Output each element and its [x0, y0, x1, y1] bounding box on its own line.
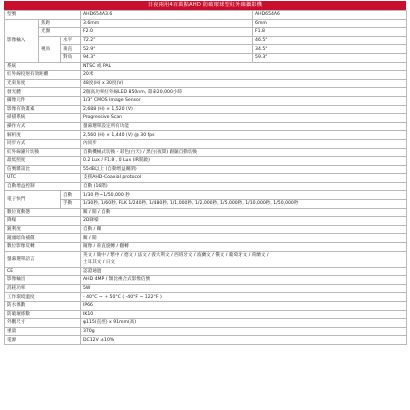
spec-row-angle-v: [5, 45, 407, 54]
spec-label: 消耗功率: [5, 284, 81, 293]
spec-label: 螢幕選單語言: [5, 251, 81, 267]
model-a: AHD654A3.6: [81, 11, 253, 20]
spec-value: F2.0: [81, 28, 253, 37]
spec-label: 最低照度: [5, 157, 81, 166]
spec-label: 紅外線投射有效距離: [5, 71, 81, 80]
spec-value: 認證通過: [81, 267, 407, 276]
spec-row: [5, 62, 407, 71]
spec-value: 20米: [81, 71, 407, 80]
spec-row: [5, 88, 407, 97]
spec-value: 自動機械式切換 - 彩色(白天) / 黑白(夜間) 跟隨自動切換: [81, 148, 407, 157]
spec-row: [5, 293, 407, 302]
spec-row-angle-h: [5, 36, 407, 45]
spec-row: [5, 157, 407, 166]
spec-banner-title: 日夜兩用4百萬點AHD 防破壞球型紅外線攝影機: [4, 1, 406, 10]
spec-label: 信號雜訊比: [5, 165, 81, 174]
spec-row-osd: [5, 251, 407, 267]
spec-value: 1/30秒, 1/60秒, FLK 1/240秒, 1/480秒, 1/1,000秒, 1/2,000秒, 1/5,000秒, 1/10,000秒, 1/50,000秒: [81, 200, 407, 209]
spec-row: [5, 79, 407, 88]
spec-label: 重量: [5, 327, 81, 336]
spec-value: 52.9°: [81, 45, 253, 54]
spec-value: 螢幕選單設定所有功能: [81, 122, 407, 131]
spec-value-osd: [81, 251, 407, 267]
spec-label: 防破壞係數: [5, 310, 81, 319]
spec-value: AHD 4MP / 類比複合式影像信號: [81, 276, 407, 285]
spec-row-shutter-auto: [5, 191, 407, 200]
spec-value: 2,560 (H) × 1,440 (V) @ 30 fps: [81, 131, 407, 140]
spec-row-shutter-manual: [5, 200, 407, 209]
spec-label: 焦距: [39, 19, 81, 28]
spec-value: 2,688 (H) × 1,520 (V): [81, 105, 407, 114]
spec-row: [5, 276, 407, 285]
spec-label: 數位影像反轉: [5, 243, 81, 252]
spec-row: [5, 310, 407, 319]
spec-label: 操作方式: [5, 122, 81, 131]
spec-value: IK10: [81, 310, 407, 319]
spec-value: 5W: [81, 284, 407, 293]
spec-label: 型號: [5, 11, 81, 20]
spec-value: 55dB以上 (自動增益關閉): [81, 165, 407, 174]
spec-row: [5, 131, 407, 140]
spec-label: 鏡頭暗角補償: [5, 234, 81, 243]
spec-value: 內同步: [81, 139, 407, 148]
spec-label: 解析度: [5, 131, 81, 140]
spec-row: [5, 174, 407, 183]
spec-sublabel: 自動: [61, 191, 81, 200]
spec-value: 鏡像 / 垂直旋轉 / 翻轉: [81, 243, 407, 252]
spec-row: [5, 319, 407, 328]
spec-label: 電源: [5, 336, 81, 345]
spec-label: 影像有效畫素: [5, 105, 81, 114]
spec-label: 銳利度: [5, 225, 81, 234]
osd-line-2: 土耳其文 / 日文: [83, 260, 116, 266]
spec-value: DC12V ±10%: [81, 336, 407, 345]
spec-label: 降噪: [5, 217, 81, 226]
spec-label: 工作環境溫度: [5, 293, 81, 302]
spec-row: [5, 105, 407, 114]
spec-row: [5, 327, 407, 336]
spec-value: 關 / 開: [81, 234, 407, 243]
spec-label: 光圈: [39, 28, 81, 37]
spec-row: [5, 225, 407, 234]
spec-row: [5, 243, 407, 252]
spec-value: 6mm: [253, 19, 407, 28]
spec-sublabel: 手動: [61, 200, 81, 209]
spec-sublabel: 對角: [61, 53, 81, 62]
spec-value: 2個高功率紅外線LED 850nm, 壽命20,000小時: [81, 88, 407, 97]
lens-group-label: 影像輸入: [5, 19, 39, 62]
osd-line-1: 英文 / 簡中 / 繁中 / 德文 / 法文 / 義大利文 / 西班牙文 / 波蘭文 / 俄文 / 葡萄牙文 / 荷蘭文 /: [83, 252, 269, 258]
spec-value: Progressive Scan: [81, 114, 407, 123]
spec-row-angle-d: [5, 53, 407, 62]
angle-label: 視角: [39, 36, 61, 62]
spec-label: 同步方式: [5, 139, 81, 148]
spec-value: 自動 (16階): [81, 182, 407, 191]
spec-value: 支援AHD-Coaxial protocol: [81, 174, 407, 183]
spec-value: 48度(H) x 30度(V): [81, 79, 407, 88]
spec-label: 紅外線濾片切換: [5, 148, 81, 157]
spec-row: [5, 217, 407, 226]
model-b: AHD654A6: [253, 11, 407, 20]
spec-value: 2D降噪: [81, 217, 407, 226]
spec-label: 掃描系統: [5, 114, 81, 123]
spec-value: 370g: [81, 327, 407, 336]
spec-value: φ115(直徑) x 91mm(高): [81, 319, 407, 328]
spec-row: [5, 122, 407, 131]
spec-value: IP66: [81, 302, 407, 311]
spec-value: 1/3" CMOS Image Sensor: [81, 96, 407, 105]
spec-label: 攝像元件: [5, 96, 81, 105]
spec-row: [5, 71, 407, 80]
shutter-group-label: 電子快門: [5, 191, 61, 208]
spec-row: [5, 336, 407, 345]
spec-sublabel: 垂直: [61, 45, 81, 54]
spec-value: 72.2°: [81, 36, 253, 45]
spec-label: 影像輸出: [5, 276, 81, 285]
spec-row: [5, 302, 407, 311]
spec-label: 系統: [5, 62, 81, 71]
spec-label: 光束角度: [5, 79, 81, 88]
spec-table: [4, 10, 407, 345]
spec-sublabel: 水平: [61, 36, 81, 45]
spec-row-focal: [5, 19, 407, 28]
spec-row: [5, 234, 407, 243]
spec-row: [5, 182, 407, 191]
spec-row-model: [5, 11, 407, 20]
spec-value: - 40°C ~ + 50°C ( -40°F ~ 122°F ): [81, 293, 407, 302]
spec-value: 自動 / 關: [81, 225, 407, 234]
spec-label: 發光體: [5, 88, 81, 97]
spec-value: F1.8: [253, 28, 407, 37]
spec-value: 1/30 秒~1/50,000 秒: [81, 191, 407, 200]
spec-label: 防水係數: [5, 302, 81, 311]
spec-value: 59.3°: [253, 53, 407, 62]
spec-label: 數位寬動態: [5, 208, 81, 217]
spec-value: 34.5°: [253, 45, 407, 54]
spec-value: 關 / 開 / 自動: [81, 208, 407, 217]
spec-row: [5, 114, 407, 123]
spec-value: 46.5°: [253, 36, 407, 45]
spec-label: 外觀尺寸: [5, 319, 81, 328]
spec-row-aperture: [5, 28, 407, 37]
spec-value: 3.6mm: [81, 19, 253, 28]
spec-label: CE: [5, 267, 81, 276]
spec-value: NTSC 或 PAL: [81, 62, 407, 71]
spec-label: 自動增益控制: [5, 182, 81, 191]
spec-label: UTC: [5, 174, 81, 183]
spec-value: 0.2 Lux / F1.8 , 0 Lux (IR開啟): [81, 157, 407, 166]
spec-row: [5, 284, 407, 293]
spec-row: [5, 208, 407, 217]
spec-row: [5, 148, 407, 157]
spec-value: 94.3°: [81, 53, 253, 62]
spec-row: [5, 165, 407, 174]
spec-row: [5, 267, 407, 276]
spec-row: [5, 139, 407, 148]
spec-row: [5, 96, 407, 105]
